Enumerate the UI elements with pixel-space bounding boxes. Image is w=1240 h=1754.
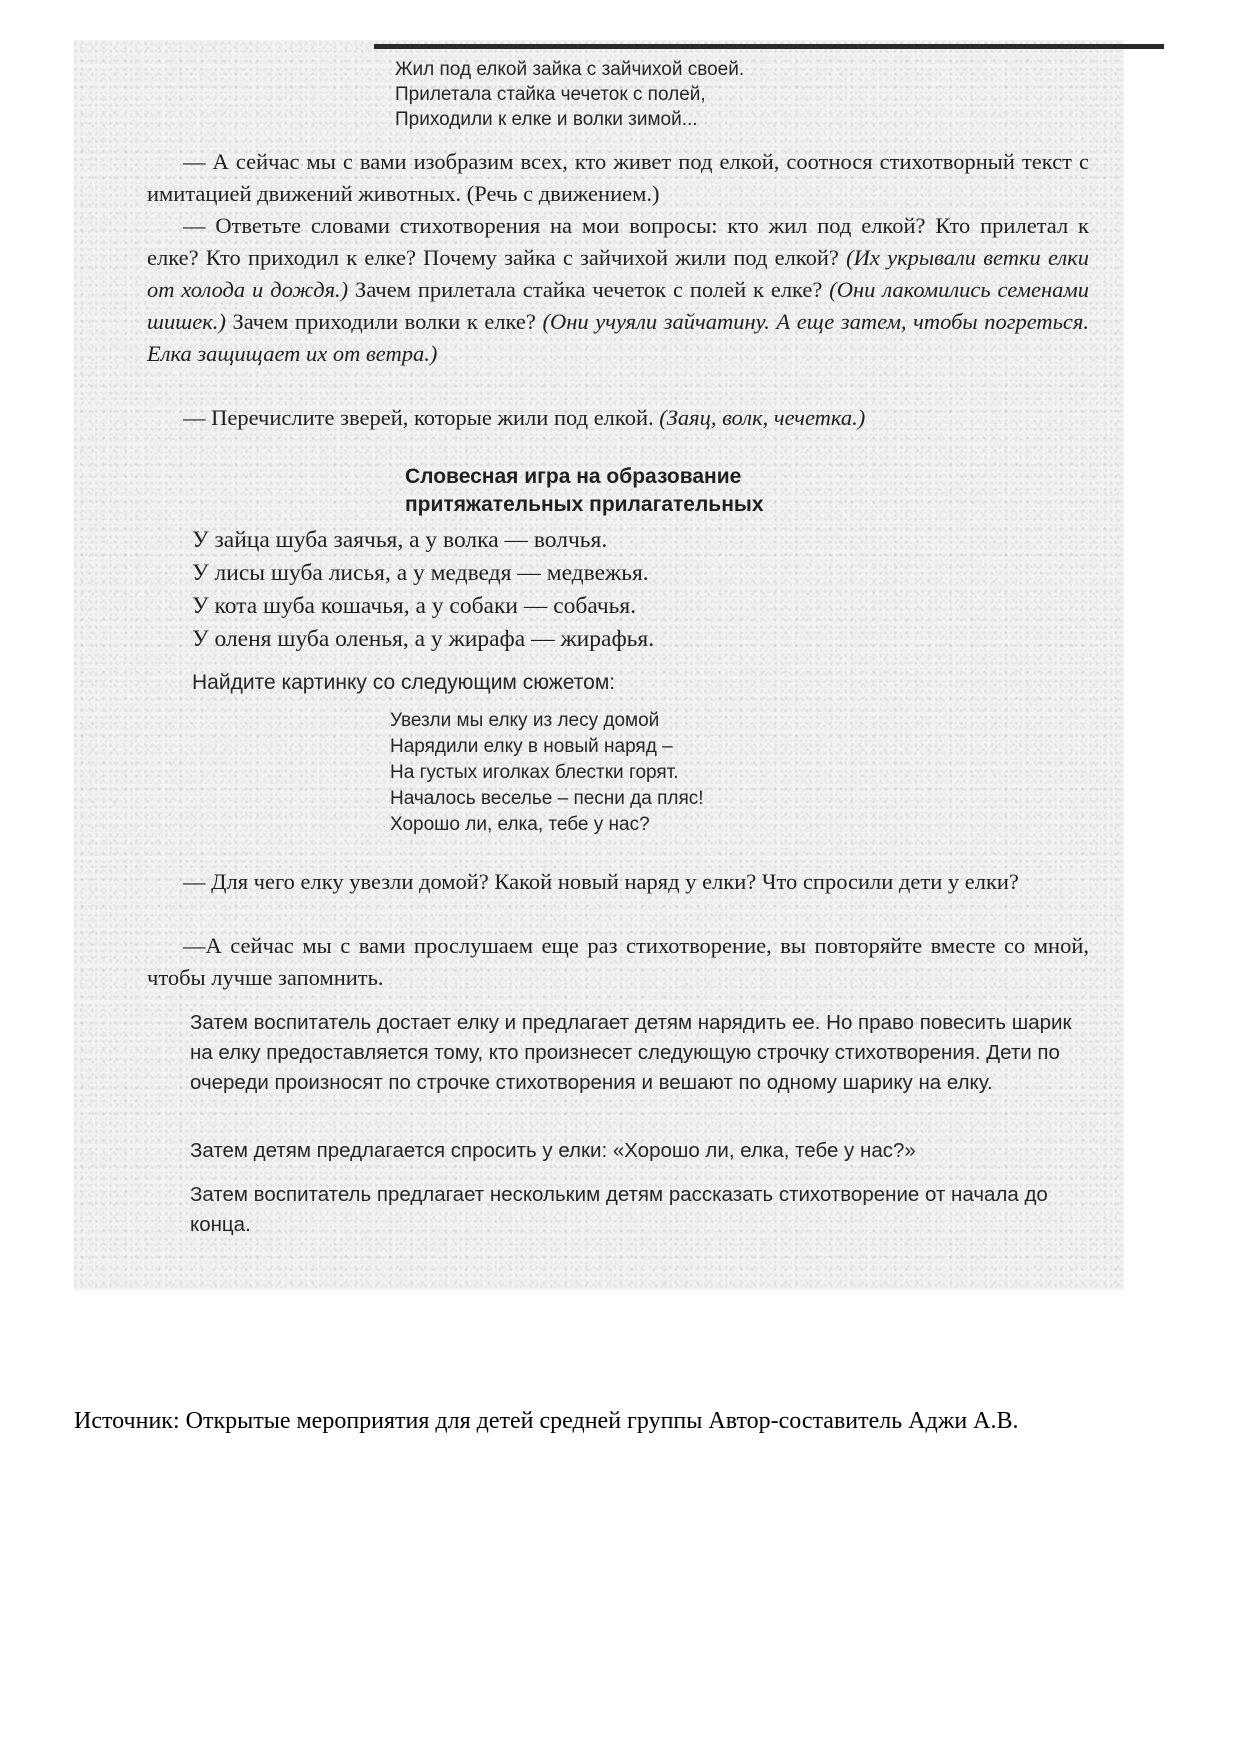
adjective-pairs [192,524,654,656]
question-text: — Перечислите зверей, которые жили под елкой. [183,405,660,430]
paragraph-decorate-tree: Затем воспитатель достает елку и предлагает детям нарядить ее. Но право повесить шарик на елку предоставляется тому, кто произнесет следующую строчку стихотворения. Дети по очереди произносят по строчке стихотворения и вешают по одному шарику на елку. [190,1011,1072,1094]
paragraph-recite: Затем воспитатель предлагает нескольким детям рассказать стихотворение от начала до конца. [190,1183,1048,1236]
paragraph-tree-questions: — Для чего елку увезли домой? Какой новый наряд у елки? Что спросили дети у елки? [183,869,1019,894]
heading-line: Словесная игра на образование [405,465,742,488]
pair-line: У оленя шуба оленья, а у жирафа — жирафья. [192,626,655,652]
poem-line: Приходили к елке и волки зимой... [395,109,698,130]
paragraph-imitation: — А сейчас мы с вами изобразим всех, кто живет под елкой, соотнося стихотворный текст с имитацией движений животных. (Речь с движением.) [147,149,1089,206]
poem-line: Прилетала стайка чечеток с полей, [395,84,706,105]
question-text: Зачем прилетала стайка чечеток с полей к елке? [348,277,830,302]
find-picture-instruction: Найдите картинку со следующим сюжетом: [192,671,616,694]
pair-line: У зайца шуба заячья, а у волка — волчья. [192,527,608,553]
section-heading [405,463,764,519]
poem-line: Хорошо ли, елка, тебе у нас? [390,814,650,835]
paragraph-ask-tree: Затем детям предлагается спросить у елки: «Хорошо ли, елка, тебе у нас?» [190,1139,916,1162]
question-text: Зачем приходили волки к елке? [225,309,543,334]
paragraph-list-animals [147,402,1089,434]
poem-line: Началось веселье – песни да пляс! [390,788,704,809]
pair-line: У кота шуба кошачья, а у собаки — собачья. [192,593,637,619]
paragraph-repeat-poem: —А сейчас мы с вами прослушаем еще раз стихотворение, вы повторяйте вместе со мной, чтобы лучше запомнить. [147,933,1089,990]
poem-excerpt-1 [395,57,744,132]
paragraph-questions [147,210,1089,370]
answer-text: (Они лакомились семенами шишек.) [147,277,1089,334]
question-text: — Ответьте словами стихотворения на мои вопросы: кто жил под елкой? Кто прилетал к елке? Кто приходил к елке? Почему зайка с зайчихой жили под елкой? [147,213,1089,270]
source-citation: Источник: Открытые мероприятия для детей средней группы Автор-составитель Аджи А.В. [74,1408,1019,1434]
top-rule [374,44,1164,49]
poem-excerpt-2 [390,708,704,838]
answer-text: (Они учуяли зайчатину. А еще затем, чтобы погреться. Елка защищает их от ветра.) [147,309,1089,366]
answer-text: (Заяц, волк, чечетка.) [659,405,866,430]
poem-line: Нарядили елку в новый наряд – [390,736,673,757]
pair-line: У лисы шуба лисья, а у медведя — медвежья. [192,560,649,586]
poem-line: Жил под елкой зайка с зайчихой своей. [395,59,745,80]
heading-line: притяжательных прилагательных [405,493,764,516]
poem-line: На густых иголках блестки горят. [390,762,679,783]
poem-line: Увезли мы елку из лесу домой [390,710,660,731]
answer-text: (Их укрывали ветки елки от холода и дождя.) [147,245,1089,302]
